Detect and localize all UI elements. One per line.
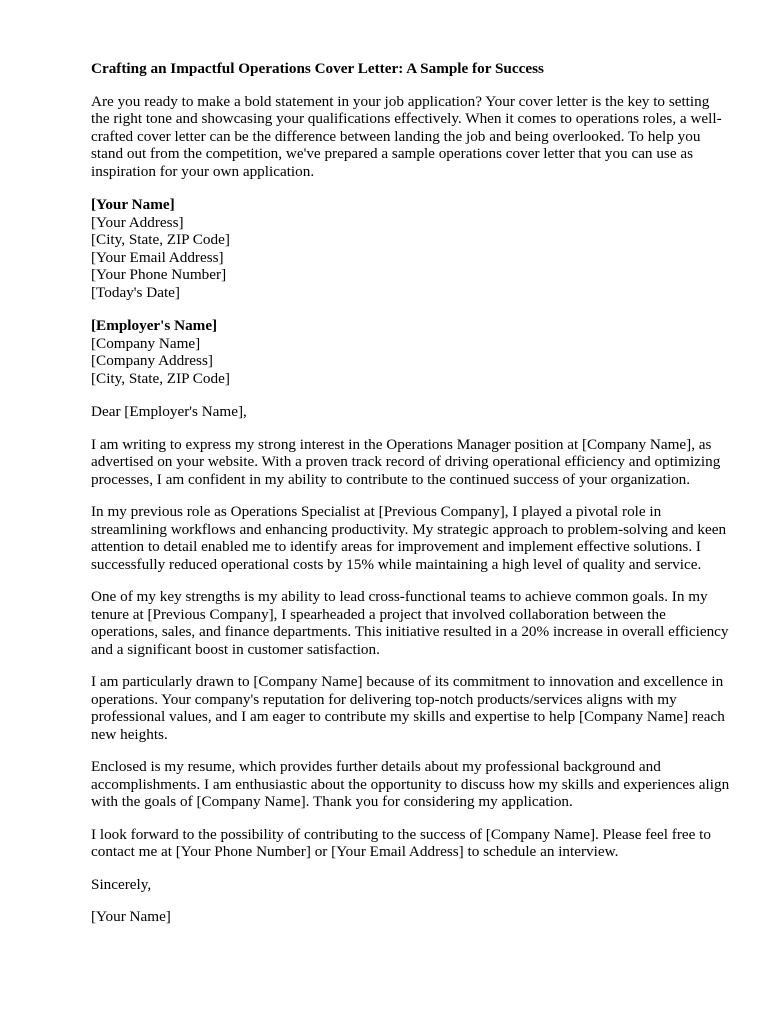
employer-block [91, 317, 731, 387]
body-paragraph: I am writing to express my strong interest in the Operations Manager position at [Company Name], as advertised on your website. With a proven track record of driving operational efficiency and optimizing processes, I am confident in my ability to contribute to the continued success of your organization. [91, 435, 721, 488]
sender-city: [City, State, ZIP Code] [91, 231, 230, 248]
employer-company: [Company Name] [91, 334, 201, 352]
salutation: Dear [Employer's Name], [91, 403, 247, 420]
employer-name: [Employer's Name] [91, 317, 218, 334]
sender-address: [Your Address] [91, 213, 184, 231]
cover-letter-page [91, 60, 731, 941]
employer-city: [City, State, ZIP Code] [91, 369, 230, 387]
sender-date: [Today's Date] [91, 283, 180, 301]
sender-email: [Your Email Address] [91, 248, 224, 266]
body-paragraph: I look forward to the possibility of contributing to the success of [Company Name]. Please feel free to contact me at [Your Phone Number] or [Your Email Address] to schedule an interview. [91, 825, 711, 860]
intro-paragraph: Are you ready to make a bold statement in your job application? Your cover letter is the key to setting the right tone and showcasing your qualifications effectively. When it comes to operations roles, a well-crafted cover letter can be the difference between landing the job and being overlooked. To help you stand out from the competition, we've prepared a sample operations cover letter that you can use as inspiration for your own application. [91, 92, 722, 180]
signature: [Your Name] [91, 908, 171, 925]
body-paragraph: In my previous role as Operations Specialist at [Previous Company], I played a pivotal role in streamlining workflows and enhancing productivity. My strategic approach to problem-solving and keen attention to detail enabled me to identify areas for improvement and implement effective solutions. I successfully reduced operational costs by 15% while maintaining a high level of quality and service. [91, 503, 727, 573]
closing: Sincerely, [91, 875, 152, 893]
document-title: Crafting an Impactful Operations Cover Letter: A Sample for Success [91, 60, 544, 77]
sender-block [91, 196, 731, 301]
employer-address: [Company Address] [91, 352, 213, 369]
sender-phone: [Your Phone Number] [91, 266, 227, 283]
body-paragraph: Enclosed is my resume, which provides further details about my professional background and accomplishments. I am enthusiastic about the opportunity to discuss how my skills and experiences align with the goals of [Company Name]. Thank you for considering my application. [91, 758, 730, 810]
body-paragraph: I am particularly drawn to [Company Name] because of its commitment to innovation and excellence in operations. Your company's reputation for delivering top-notch products/services aligns with my professional values, and I am eager to contribute my skills and expertise to help [Company Name] reach new heights. [91, 673, 725, 743]
sender-name: [Your Name] [91, 196, 175, 213]
body-paragraph: One of my key strengths is my ability to lead cross-functional teams to achieve common goals. In my tenure at [Previous Company], I spearheaded a project that involved collaboration between the operations, sales, and finance departments. This initiative resulted in a 20% increase in overall efficiency and a significant boost in customer satisfaction. [91, 588, 729, 658]
